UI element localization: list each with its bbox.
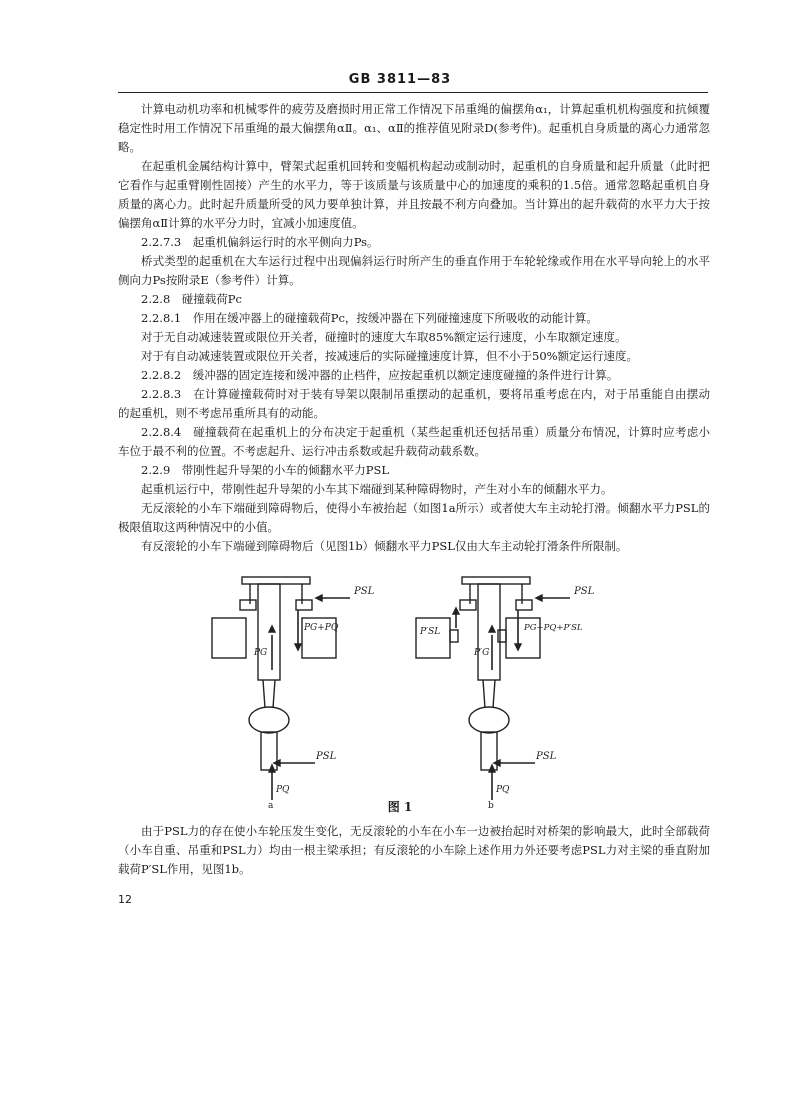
label-psl: PSL (574, 586, 595, 597)
mast-lower-right (273, 680, 275, 708)
paragraph: 起重机运行中，带刚性起升导架的小车其下端碰到某种障碍物时，产生对小车的倾翻水平力。 (141, 482, 613, 496)
arrowhead (269, 765, 275, 772)
arrowhead (295, 644, 301, 650)
paragraph: 对于有自动减速装置或限位开关者，按减速后的实际碰撞速度计算，但不小于50%额定运行速度。 (141, 349, 639, 363)
label-psl: PSL (354, 586, 375, 597)
arrowhead (316, 595, 322, 601)
figure-1a (212, 577, 350, 800)
label-pg-prime: P′G (474, 648, 490, 658)
paragraph: 2.2.8.1 作用在缓冲器上的碰撞载荷Pc，按缓冲器在下列碰撞速度下所吸收的动能计算。 (141, 311, 598, 325)
mast-lower-left (483, 680, 485, 708)
label-pg-pq: PG+PQ (304, 623, 339, 633)
label-pg-pq-psl-prime: PG+PQ+P′SL (524, 623, 583, 633)
trolley-wheel-left (240, 600, 256, 610)
load-hook-block (249, 707, 289, 733)
section-heading: 2.2.9 带刚性起升导架的小车的倾翻水平力PSL (141, 463, 390, 477)
figure-caption: 图 1 (387, 800, 413, 814)
trolley-top-beam (242, 577, 310, 584)
subfigure-label-a: a (268, 801, 274, 810)
label-psl-prime: P′SL (420, 627, 441, 637)
main-girder-left (416, 618, 450, 658)
section-heading: 2.2.8 碰撞载荷Pc (141, 292, 242, 306)
arrowhead (489, 765, 495, 772)
paragraph: 桥式类型的起重机在大车运行过程中出现偏斜运行时所产生的垂直作用于车轮轮缘或作用在水平导向轮上的水平侧向力Ps按附录E（参考件）计算。 (118, 254, 710, 287)
main-girder-left (212, 618, 246, 658)
standard-number-header: GB 3811—83 (348, 72, 452, 87)
load-hook-block (469, 707, 509, 733)
arrowhead (269, 626, 275, 632)
subfigure-label-b: b (488, 801, 494, 810)
arrowhead (494, 760, 500, 766)
load-spreader (261, 732, 277, 770)
counter-roller-right (498, 630, 506, 642)
header-rule (118, 92, 708, 93)
load-spreader (481, 732, 497, 770)
arrowhead (274, 760, 280, 766)
paragraph: 2.2.8.2 缓冲器的固定连接和缓冲器的止档件，应按起重机以额定速度碰撞的条件进行计算。 (141, 368, 619, 382)
body-text (118, 100, 710, 556)
paragraph: 对于无自动减速装置或限位开关者，碰撞时的速度大车取85%额定运行速度，小车取额定速度。 (141, 330, 627, 344)
arrowhead (515, 644, 521, 650)
label-pq: PQ (276, 785, 290, 795)
trolley-top-beam (462, 577, 530, 584)
trolley-wheel-right (516, 600, 532, 610)
figure-1b (416, 577, 570, 800)
arrowhead (453, 608, 459, 614)
arrowhead (489, 626, 495, 632)
paragraph: 2.2.8.3 在计算碰撞载荷时对于装有导架以限制吊重摆动的起重机，要将吊重考虑在内，对于吊重能自由摆动的起重机，则不考虑吊重所具有的动能。 (118, 387, 710, 420)
paragraph: 计算电动机功率和机械零件的疲劳及磨损时用正常工作情况下吊重绳的偏摆角α₁，计算起重机机构强度和抗倾覆稳定性时用工作情况下吊重绳的最大偏摆角αⅡ。α₁、αⅡ的推荐值见附录D(参考件)。起重机自身质量的离心力通常忽略。 (118, 102, 710, 154)
page-number: 12 (118, 893, 132, 906)
counter-roller-left (450, 630, 458, 642)
mast-lower-left (263, 680, 265, 708)
mast-lower-right (493, 680, 495, 708)
trolley-wheel-left (460, 600, 476, 610)
label-psl: PSL (536, 751, 557, 762)
paragraph: 由于PSL力的存在使小车轮压发生变化，无反滚轮的小车在小车一边被抬起时对桥架的影响最大，此时全部载荷（小车自重、吊重和PSL力）均由一根主梁承担；有反滚轮的小车除上述作用力外还要考虑PSL力对主梁的垂直附加载荷P′SL作用，见图1b。 (118, 824, 710, 876)
label-pg: PG (254, 648, 268, 658)
section-heading: 2.2.7.3 起重机偏斜运行时的水平侧向力Ps。 (141, 235, 379, 249)
arrowhead (536, 595, 542, 601)
paragraph: 2.2.8.4 碰撞载荷在起重机上的分布决定于起重机（某些起重机还包括吊重）质量分布情况，计算时应考虑小车位于最不利的位置。不考虑起升、运行冲击系数或起升载荷动载系数。 (118, 425, 710, 458)
figure-1-diagram (190, 560, 620, 810)
paragraph: 在起重机金属结构计算中，臂架式起重机回转和变幅机构起动或制动时，起重机的自身质量和起升质量（此时把它看作与起重臂刚性固接）产生的水平力，等于该质量与该质量中心的加速度的乘积的1.5倍。通常忽略起重机自身质量的离心力。此时起升质量所受的风力要单独计算，并且按最不利方向叠加。当计算出的起升载荷的水平力大于按偏摆角αⅡ计算的水平分力时，宜减小加速度值。 (118, 159, 710, 230)
body-text-after-figure (118, 822, 710, 879)
paragraph: 有反滚轮的小车下端碰到障碍物后（见图1b）倾翻水平力PSL仅由大车主动轮打滑条件所限制。 (141, 539, 628, 553)
trolley-wheel-right (296, 600, 312, 610)
label-pq: PQ (496, 785, 510, 795)
paragraph: 无反滚轮的小车下端碰到障碍物后，使得小车被抬起（如图1a所示）或者使大车主动轮打滑。倾翻水平力PSL的极限值取这两种情况中的小值。 (118, 501, 710, 534)
label-psl: PSL (316, 751, 337, 762)
